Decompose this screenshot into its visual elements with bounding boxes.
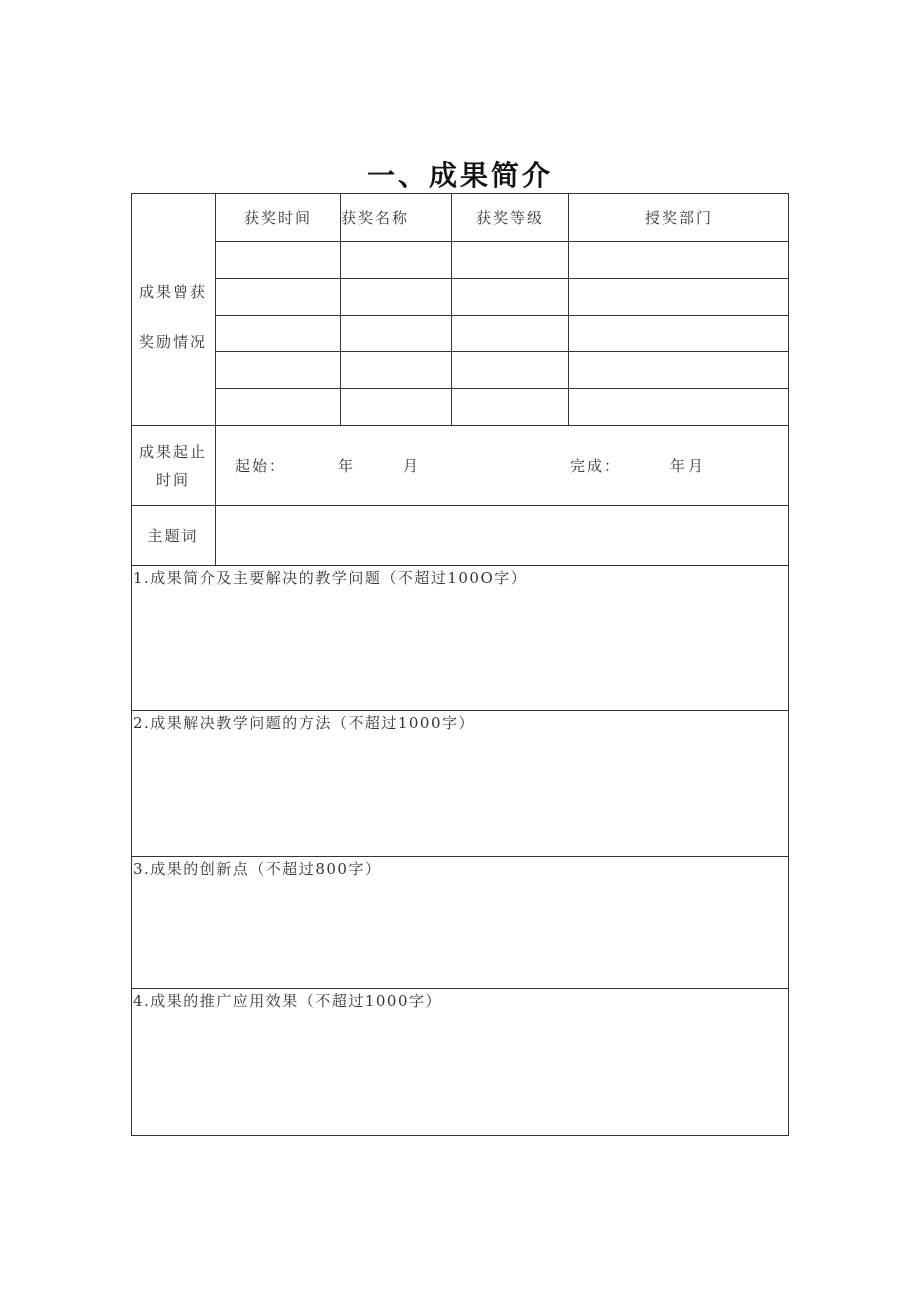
- section-3-bottom-line: [131, 988, 789, 989]
- awards-row-2[interactable]: [216, 279, 789, 315]
- awards-header-level: 获奖等级: [475, 208, 544, 227]
- keywords-label: 主题词: [147, 526, 199, 545]
- period-label-line2: 时间: [155, 471, 190, 489]
- awards-label-line2: 奖励情况: [138, 333, 207, 351]
- section-4-heading: 4.成果的推广应用效果（不超过1000字）: [133, 992, 442, 1010]
- awards-header-name: 获奖名称: [341, 208, 410, 227]
- period-end-year-unit: 年: [670, 457, 688, 475]
- awards-row-3[interactable]: [216, 316, 789, 351]
- period-end-month-unit: 月: [688, 457, 706, 475]
- period-end-year-field[interactable]: [612, 448, 668, 482]
- period-label-divider: [215, 425, 216, 505]
- section-3-heading: 3.成果的创新点（不超过800字）: [133, 860, 382, 878]
- period-start-year-unit: 年: [338, 457, 356, 475]
- period-end-label: 完成：: [570, 457, 622, 475]
- awards-label: [131, 280, 215, 354]
- section-3-textarea[interactable]: [132, 883, 788, 988]
- awards-bottom-line: [131, 425, 789, 426]
- awards-row-1[interactable]: [216, 242, 789, 278]
- keywords-bottom-line: [131, 565, 789, 566]
- awards-header-department: 授奖部门: [644, 208, 713, 227]
- awards-header-time: 获奖时间: [243, 208, 312, 227]
- section-2-textarea[interactable]: [132, 737, 788, 856]
- period-label-line1: 成果起止: [138, 443, 207, 461]
- awards-label-line1: 成果曾获: [138, 283, 207, 301]
- period-start-label: 起始：: [235, 457, 287, 475]
- awards-row-5[interactable]: [216, 389, 789, 425]
- section-1-bottom-line: [131, 710, 789, 711]
- section-2-bottom-line: [131, 856, 789, 857]
- period-start-month-unit: 月: [403, 457, 421, 475]
- section-2-heading: 2.成果解决教学问题的方法（不超过1000字）: [133, 714, 475, 732]
- page-title: 一、成果简介: [366, 159, 553, 192]
- period-start-month-field[interactable]: [356, 448, 400, 482]
- section-1-heading: 1.成果简介及主要解决的教学问题（不超过100O字）: [133, 569, 528, 587]
- keywords-input[interactable]: [216, 506, 789, 565]
- period-start-year-field[interactable]: [280, 448, 336, 482]
- section-1-textarea[interactable]: [132, 592, 788, 710]
- period-label: [131, 440, 215, 492]
- section-4-textarea[interactable]: [132, 1015, 788, 1135]
- awards-row-4[interactable]: [216, 352, 789, 388]
